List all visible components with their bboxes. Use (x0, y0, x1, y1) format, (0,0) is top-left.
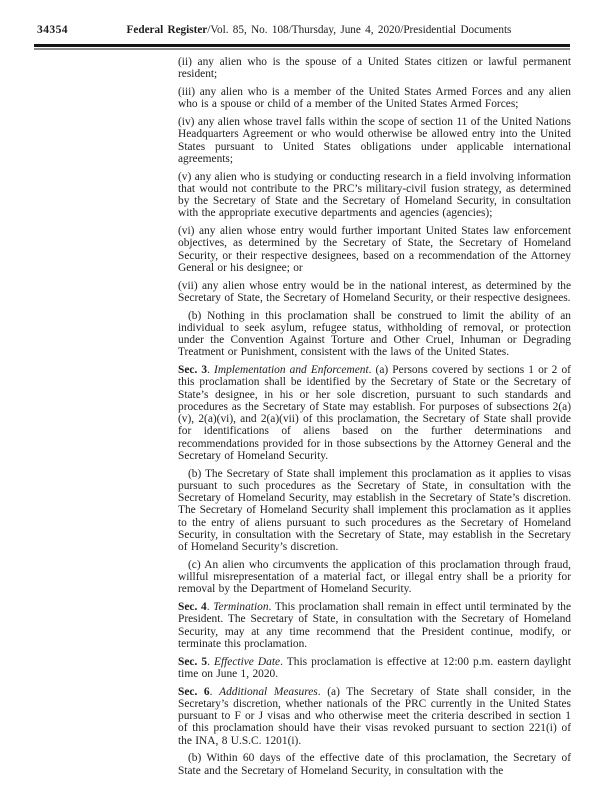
paragraph (178, 468, 571, 554)
paragraph (178, 601, 571, 650)
paragraph (178, 559, 571, 596)
paragraph (178, 280, 571, 305)
text-run: (v) any alien who is studying or conducting research in a field involving information that would not contribute to the PRC’s military-civil fusion strategy, as determined by the Secretary of State and the Secretary of Homeland Security, in consultation with the appropriate executive departments and agencies (agencies); (178, 170, 571, 220)
rule-thin-line (34, 48, 570, 50)
text-run: (b) Nothing in this proclamation shall be construed to limit the ability of an individual to seek asylum, refugee status, withholding of removal, or protection under the Convention Against Torture and Other Cruel, Inhuman or Degrading Treatment or Punishment, consistent with the laws of the United States. (178, 309, 571, 359)
text-run: (c) An alien who circumvents the application of this proclamation through fraud, willful misrepresentation of a material fact, or illegal entry shall be a priority for removal by the Department of Homeland Security. (178, 558, 571, 596)
text-run: . This proclamation shall remain in effect until terminated by the President. The Secretary of State, in consultation with the Secretary of Homeland Security, may at any time recommend that the President continue, modify, or terminate this proclamation. (178, 601, 571, 650)
text-run: (vii) any alien whose entry would be in the national interest, as determined by the Secretary of State, the Secretary of Homeland Security, or their respective designees. (178, 279, 571, 304)
rule-thick-line (34, 44, 570, 47)
header-double-rule (34, 44, 570, 50)
paragraph (178, 56, 571, 81)
paragraph (178, 686, 571, 747)
text-run: Sec. 3 (178, 364, 208, 376)
text-run: Sec. 5 (178, 655, 208, 668)
page-number: 34354 (37, 23, 68, 36)
text-run: . (a) Persons covered by sections 1 or 2 of this proclamation shall be identified by the Secretary of State or the Secretary of State’s designee, in his or her sole discretion, pursuant to such standards and procedures as the Secretary of State may establish. For purposes of subsections 2(a)(v), 2(a)(vi), and 2(a)(vii) of this proclamation, the Secretary of State shall provide for identifications of aliens based on the further determinations and recommendations provided for in those subsections by the Attorney General and the Secretary of Homeland Security. (178, 364, 571, 462)
text-run: . This proclamation is effective at 12:00 p.m. eastern daylight time on June 1, 2020. (178, 655, 571, 680)
paragraph (178, 752, 571, 777)
header-publication-name: Federal Register (126, 24, 208, 36)
text-run: Sec. 4 (178, 601, 207, 613)
text-run: Implementation and Enforcement (214, 364, 369, 376)
text-run: . (209, 685, 220, 698)
paragraph (178, 310, 571, 359)
document-body (178, 56, 571, 782)
text-run: (iii) any alien who is a member of the United States Armed Forces and any alien who is a spouse or child of a member of the United States Armed Forces; (178, 86, 571, 111)
paragraph (178, 364, 571, 462)
text-run: (b) Within 60 days of the effective date of this proclamation, the Secretary of State and the Secretary of Homeland Security, in consultation with the (178, 752, 571, 777)
text-run: Sec. 6 (178, 685, 210, 698)
paragraph (178, 86, 571, 111)
text-run: Termination (213, 601, 269, 613)
text-run: . (207, 364, 215, 376)
paragraph (178, 171, 571, 220)
text-run: Additional Measures (219, 685, 318, 698)
text-run: (ii) any alien who is the spouse of a United States citizen or lawful permanent resident; (178, 56, 571, 81)
text-run: . (a) The Secretary of State shall consider, in the Secretary’s discretion, whether nationals of the PRC currently in the United States pursuant to F or J visas and who otherwise meet the criteria described in section 1 of this proclamation should have their visas revoked pursuant to section 221(i) of the INA, 8 U.S.C. 1201(i). (178, 685, 571, 747)
header-issue-details: /Vol. 85, No. 108/Thursday, June 4, 2020/Presidential Documents (207, 24, 512, 36)
text-run: Effective Date (214, 655, 281, 668)
text-run: . (206, 601, 214, 613)
paragraph (178, 116, 571, 165)
paragraph (178, 656, 571, 681)
text-run: (vi) any alien whose entry would further important United States law enforcement objectives, as determined by the Secretary of State, the Secretary of Homeland Security, or their respective designees, based on a recommendation of the Attorney General or his designee; or (178, 225, 571, 274)
text-run: (iv) any alien whose travel falls within the scope of section 11 of the United Nations Headquarters Agreement or who would otherwise be allowed entry into the United States pursuant to United States obligations under applicable international agreements; (178, 116, 571, 165)
paragraph (178, 225, 571, 274)
text-run: . (207, 655, 215, 668)
text-run: (b) The Secretary of State shall implement this proclamation as it applies to visas pursuant to such procedures as the Secretary of State, in consultation with the Secretary of Homeland Security, may establish in the Secretary of State’s discretion. The Secretary of Homeland Security shall implement this proclamation as it applies to the entry of aliens pursuant to such procedures as the Secretary of Homeland Security, in consultation with the Secretary of State, may establish in the Secretary of Homeland Security’s discretion. (178, 467, 571, 553)
header-title (68, 24, 570, 36)
page-header (37, 23, 570, 36)
